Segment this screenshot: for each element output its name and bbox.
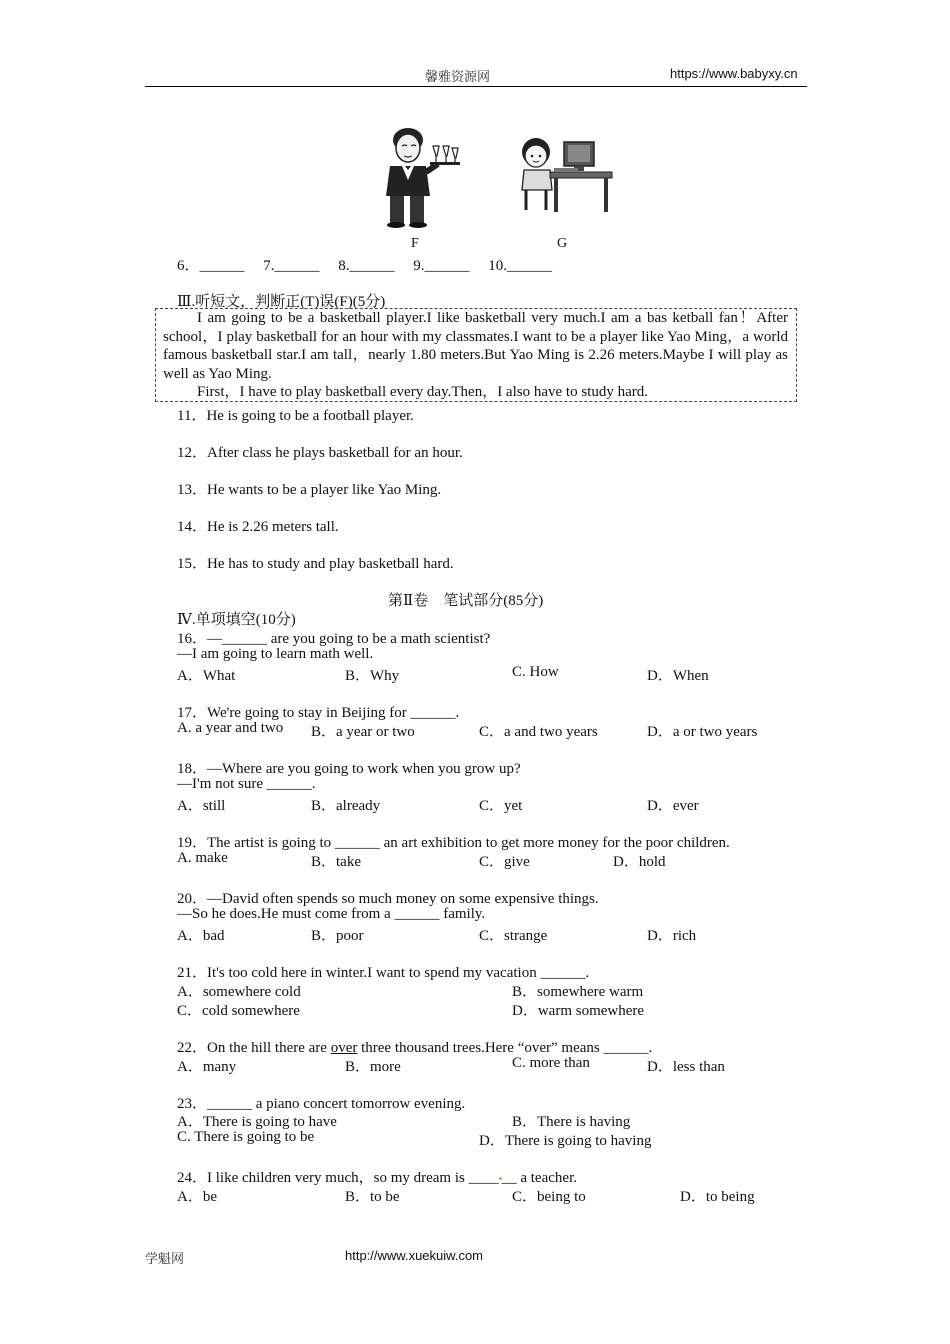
q20-option-d[interactable]: D．rich [647, 928, 697, 944]
q23-option-b[interactable]: B．There is having [512, 1114, 631, 1130]
tf-item-14: 14．He is 2.26 meters tall. [177, 519, 339, 535]
q19-option-c[interactable]: C．give [479, 854, 530, 870]
question-22-stem: 22．On the hill there are over three thousand trees.Here “over” means ______. [177, 1040, 653, 1056]
q24-option-d[interactable]: D．to being [680, 1189, 755, 1205]
section-3-title: Ⅲ.听短文，判断正(T)误(F)(5分) [177, 294, 386, 310]
q16-option-a[interactable]: A．What [177, 668, 236, 684]
q17-option-a[interactable]: A. a year and two [177, 720, 284, 736]
question-18-stem: 18．—Where are you going to work when you grow up? [177, 761, 521, 777]
question-20-answer: —So he does.He must come from a ______ family. [177, 906, 486, 922]
q24-option-c[interactable]: C．being to [512, 1189, 586, 1205]
question-19-stem: 19．The artist is going to ______ an art exhibition to get more money for the poor children. [177, 835, 730, 851]
question-16-stem: 16．—______ are you going to be a math scientist? [177, 631, 491, 647]
q16-option-c[interactable]: C. How [512, 664, 559, 680]
q20-option-c[interactable]: C．strange [479, 928, 548, 944]
tf-item-13: 13．He wants to be a player like Yao Ming. [177, 482, 442, 498]
q23-option-d[interactable]: D．There is going to having [479, 1133, 652, 1149]
blank-9[interactable]: 9.______ [413, 258, 470, 274]
q22-option-d[interactable]: D．less than [647, 1059, 725, 1075]
q19-option-d[interactable]: D．hold [613, 854, 666, 870]
q20-option-a[interactable]: A．bad [177, 928, 225, 944]
q17-option-d[interactable]: D．a or two years [647, 724, 758, 740]
q24-option-b[interactable]: B．to be [345, 1189, 400, 1205]
q23-option-c[interactable]: C. There is going to be [177, 1129, 315, 1145]
question-23-stem: 23．______ a piano concert tomorrow evening. [177, 1096, 466, 1112]
question-21-stem: 21．It's too cold here in winter.I want to spend my vacation ______. [177, 965, 590, 981]
blank-6[interactable]: 6．______ [177, 258, 245, 274]
waiter-with-drinks-illustration [378, 124, 464, 228]
q20-option-b[interactable]: B．poor [311, 928, 364, 944]
footer-site-name: 学魁网 [145, 1252, 185, 1267]
q22-option-a[interactable]: A．many [177, 1059, 237, 1075]
q17-option-b[interactable]: B．a year or two [311, 724, 415, 740]
passage-paragraph-2: First，I have to play basketball every day.Then，I also have to study hard. [197, 384, 648, 400]
passage-paragraph-1: I am going to be a basketball player.I like basketball very much.I am a bas ketball fan！After school，I play basketball for an hour with my classmates.I want to be a player like Yao Ming，a world famous basketball star.I am tall，nearly 1.80 meters.But Yao Ming is 2.26 meters.Maybe I will play as well as Yao Ming. [163, 310, 788, 382]
q18-option-a[interactable]: A．still [177, 798, 226, 814]
part-2-title: 第Ⅱ卷 笔试部分(85分) [388, 593, 544, 609]
q21-option-c[interactable]: C．cold somewhere [177, 1003, 300, 1019]
girl-at-computer-illustration [514, 134, 614, 214]
picture-label-g: G [557, 236, 568, 251]
q21-option-a[interactable]: A．somewhere cold [177, 984, 301, 1000]
q19-option-a[interactable]: A. make [177, 850, 228, 866]
q19-option-b[interactable]: B．take [311, 854, 361, 870]
header-rule [145, 86, 807, 87]
q24-option-a[interactable]: A．be [177, 1189, 217, 1205]
tf-item-12: 12．After class he plays basketball for an hour. [177, 445, 463, 461]
question-17-stem: 17．We're going to stay in Beijing for ______. [177, 705, 460, 721]
q22-option-c[interactable]: C. more than [512, 1055, 590, 1071]
question-24-stem: 24．I like children very much，so my dream is ____ __ a teacher. [177, 1170, 577, 1186]
question-18-answer: —I'm not sure ______. [177, 776, 316, 792]
listening-passage [163, 309, 788, 402]
underlined-word-over: over [330, 1040, 358, 1056]
tf-item-11: 11．He is going to be a football player. [177, 408, 414, 424]
header-url[interactable]: https://www.babyxy.cn [670, 66, 798, 81]
tf-item-15: 15．He has to study and play basketball hard. [177, 556, 454, 572]
q16-option-b[interactable]: B．Why [345, 668, 400, 684]
question-16-answer: —I am going to learn math well. [177, 646, 374, 662]
answer-blanks-6-10 [177, 254, 552, 275]
section-4-title: Ⅳ.单项填空(10分) [177, 612, 296, 628]
q23-option-a[interactable]: A．There is going to have [177, 1114, 337, 1130]
q21-option-d[interactable]: D．warm somewhere [512, 1003, 645, 1019]
blank-7[interactable]: 7.______ [263, 258, 320, 274]
question-20-stem: 20．—David often spends so much money on some expensive things. [177, 891, 599, 907]
header-site-name: 馨雅资源网 [425, 70, 491, 85]
blank-10[interactable]: 10.______ [488, 258, 553, 274]
q21-option-b[interactable]: B．somewhere warm [512, 984, 644, 1000]
q22-option-b[interactable]: B．more [345, 1059, 401, 1075]
blank-8[interactable]: 8.______ [338, 258, 395, 274]
picture-label-f: F [411, 236, 419, 251]
q18-option-d[interactable]: D．ever [647, 798, 699, 814]
q18-option-b[interactable]: B．already [311, 798, 381, 814]
q17-option-c[interactable]: C．a and two years [479, 724, 598, 740]
q16-option-d[interactable]: D．When [647, 668, 709, 684]
footer-url[interactable]: http://www.xuekuiw.com [345, 1248, 483, 1263]
q18-option-c[interactable]: C．yet [479, 798, 523, 814]
